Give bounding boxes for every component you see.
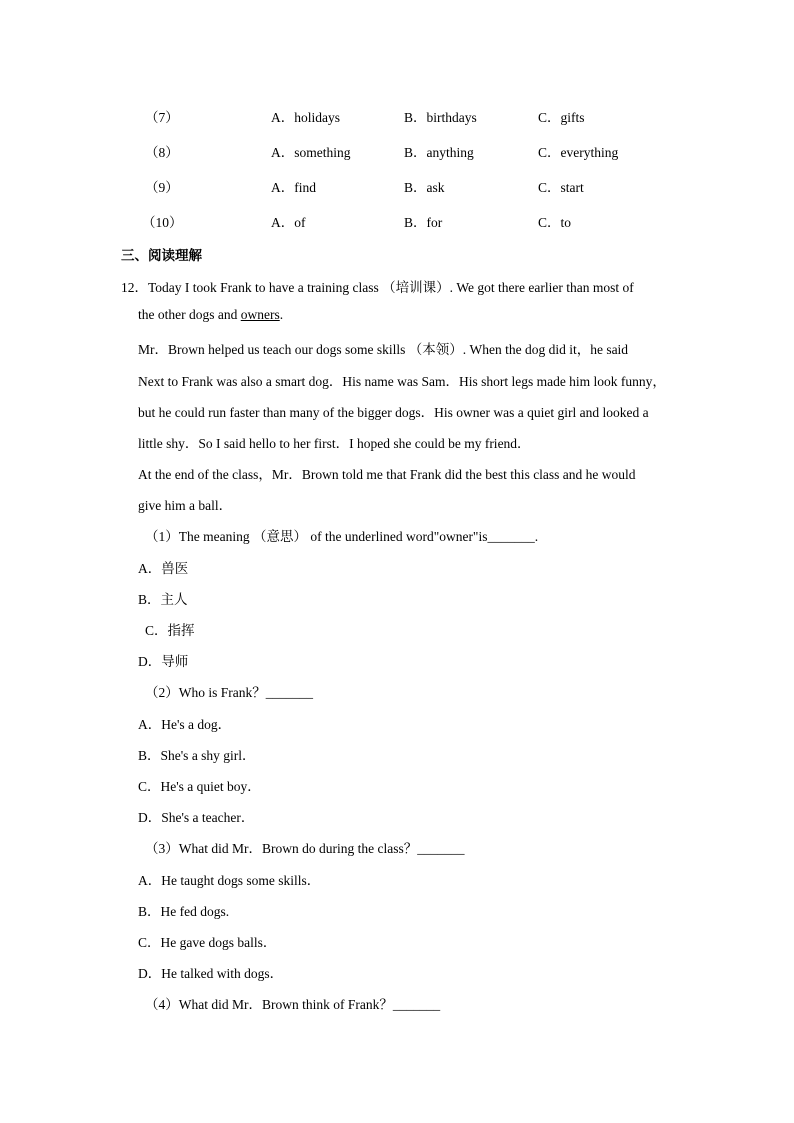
question-stem-3: （3）What did Mr．Brown do during the class？_______ — [145, 841, 465, 856]
answer-option: C．指挥 — [145, 623, 195, 638]
passage-line-6: little shy．So I said hello to her first．I hoped she could be my friend． — [138, 436, 531, 451]
option-b: B．ask — [404, 180, 445, 195]
question-stem-2: （2）Who is Frank？_______ — [145, 685, 313, 700]
option-b: B．anything — [404, 145, 474, 160]
answer-option: D．He talked with dogs． — [138, 966, 284, 981]
answer-option: B．She's a shy girl． — [138, 748, 256, 763]
answer-option: B．He fed dogs. — [138, 904, 230, 919]
option-a: A．find — [271, 180, 316, 195]
answer-option: C．He's a quiet boy． — [138, 779, 261, 794]
option-b: B．for — [404, 215, 443, 230]
option-c: C．everything — [538, 145, 619, 160]
passage-text: . — [279, 307, 284, 322]
answer-option: D．导师 — [138, 654, 189, 669]
option-a: A．holidays — [271, 110, 340, 125]
option-row-10 — [0, 211, 794, 231]
answer-option: A．兽医 — [138, 561, 189, 576]
option-a: A．of — [271, 215, 306, 230]
question-number: （9） — [145, 180, 179, 195]
answer-option: A．He's a dog． — [138, 717, 232, 732]
question-stem-4: （4）What did Mr．Brown think of Frank？_______ — [145, 997, 441, 1012]
passage-line-2 — [138, 307, 283, 323]
question-number: （8） — [145, 145, 179, 160]
answer-option: D．She's a teacher． — [138, 810, 255, 825]
passage-line-4: Next to Frank was also a smart dog．His name was Sam．His short legs made him look funny， — [138, 374, 666, 389]
option-row-9 — [0, 176, 794, 196]
option-row-8 — [0, 141, 794, 161]
passage-line-7: At the end of the class，Mr．Brown told me that Frank did the best this class and he would — [138, 467, 636, 482]
answer-option: A．He taught dogs some skills． — [138, 873, 321, 888]
option-c: C．gifts — [538, 110, 585, 125]
option-c: C．to — [538, 215, 572, 230]
option-row-7 — [0, 106, 794, 126]
question-stem-1: （1）The meaning （意思） of the underlined word"owner"is_______. — [145, 529, 539, 544]
option-a: A．something — [271, 145, 351, 160]
answer-option: C．He gave dogs balls． — [138, 935, 277, 950]
question-number: （7） — [145, 110, 179, 125]
answer-option: B．主人 — [138, 592, 188, 607]
underlined-word: owners — [240, 307, 280, 322]
section-title: 三、阅读理解 — [121, 248, 202, 263]
passage-line-3: Mr．Brown helped us teach our dogs some skills （本领）. When the dog did it，he said — [138, 342, 629, 357]
passage-text: the other dogs and — [138, 307, 241, 322]
option-b: B．birthdays — [404, 110, 477, 125]
passage-line-1: 12．Today I took Frank to have a training class （培训课）. We got there earlier than most of — [121, 280, 634, 295]
passage-line-8: give him a ball． — [138, 498, 233, 513]
passage-line-5: but he could run faster than many of the bigger dogs．His owner was a quiet girl and looked a — [138, 405, 649, 420]
option-c: C．start — [538, 180, 584, 195]
question-number: （10） — [142, 215, 183, 230]
